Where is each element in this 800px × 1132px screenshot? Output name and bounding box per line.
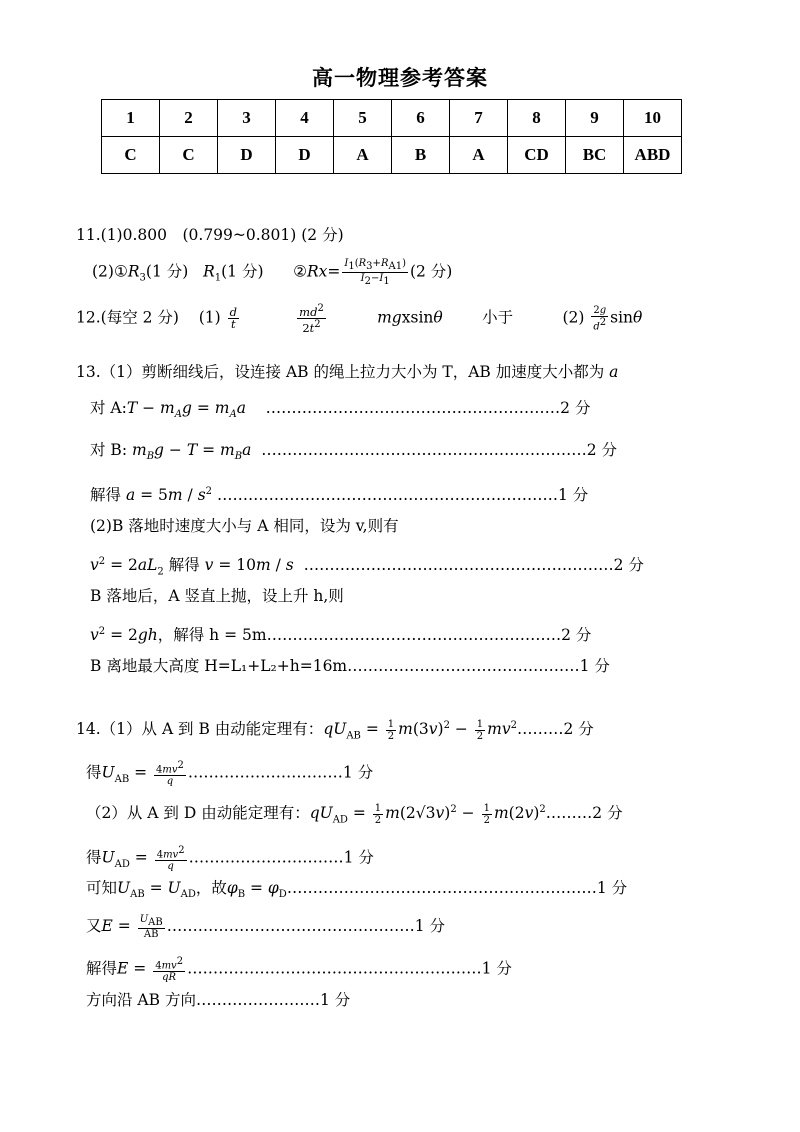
q13-line-8: $v^2 = 2gh$，解得 h = 5m…………………………………………………2 分 bbox=[90, 626, 592, 645]
question-number: 8 bbox=[508, 100, 566, 137]
q14-score: ………2 分 bbox=[517, 720, 594, 739]
q13-line-7: B 落地后，A 竖直上抛，设上升 h,则 bbox=[90, 587, 344, 605]
answer-cell: D bbox=[276, 137, 334, 174]
answer-table-header-row bbox=[102, 100, 682, 137]
q13-score: ……………………………………………………2 分 bbox=[303, 556, 644, 575]
q12-part2: (2) bbox=[562, 308, 585, 327]
q13-label-solve: 解得 bbox=[168, 556, 200, 575]
question-number: 1 bbox=[102, 100, 160, 137]
q14-label-get: 得 bbox=[86, 763, 102, 782]
q11-part2-label: (2)① bbox=[92, 262, 128, 281]
q13-line-5: (2)B 落地时速度大小与 A 相同，设为 v,则有 bbox=[90, 517, 399, 535]
answer-table bbox=[101, 99, 682, 174]
q13-label-a: 对 A: bbox=[90, 399, 127, 417]
rx-fraction: $\frac{I_1(R_3+R_{A1})}{I_2-I_1}$ bbox=[344, 258, 406, 287]
q11-score: (1 分) bbox=[221, 262, 264, 281]
answer-table-answer-row bbox=[102, 137, 682, 174]
question-number: 10 bbox=[624, 100, 682, 137]
page-title: 高一物理参考答案 bbox=[312, 66, 488, 90]
q14-line-6: 又E = $\frac{U_{AB}}{AB}$ …………………………………………1 分 bbox=[86, 914, 445, 940]
q14-part2-intro: （2）从 A 到 D 由动能定理有： bbox=[86, 804, 310, 823]
q13-score: ………………………………………1 分 bbox=[347, 657, 610, 675]
q14-score: …………………………………………1 分 bbox=[166, 917, 445, 935]
q11-line-1: 11.(1)0.800 (0.799~0.801) (2 分) bbox=[76, 226, 344, 244]
q14-label-also: 又 bbox=[86, 917, 102, 935]
q14-score: ……………………………………………………1 分 bbox=[286, 879, 628, 897]
question-number: 6 bbox=[392, 100, 450, 137]
formula-d-over-t: $\frac{d}{t}$ bbox=[229, 304, 237, 331]
question-number: 5 bbox=[334, 100, 392, 137]
answer-cell: D bbox=[218, 137, 276, 174]
question-number: 4 bbox=[276, 100, 334, 137]
answer-cell: C bbox=[160, 137, 218, 174]
q12-less-than: 小于 bbox=[482, 308, 514, 327]
q13-max-height: B 离地最大高度 H=L₁+L₂+h=16m bbox=[90, 657, 348, 675]
q13-line-3: 对 B: $m_Bg - T = m_Ba$ ………………………………………………………2 分 bbox=[90, 441, 617, 463]
q14-part1-intro: 14.（1）从 A 到 B 由动能定理有： bbox=[76, 720, 324, 739]
q14-label-solve: 解得 bbox=[86, 959, 118, 978]
q14-line-1: 14.（1）从 A 到 B 由动能定理有：$qU_{AB}$ = $\frac{1}{2}$ $m(3v)^2$ − $\frac{1}{2}$ $mv^2\dots\dots\dots 2$ 分 bbox=[76, 718, 594, 742]
q14-score: …………………………………………………1 分 bbox=[187, 959, 512, 978]
q11-score: (2 分) bbox=[409, 262, 453, 281]
answer-cell: BC bbox=[566, 137, 624, 174]
question-number: 3 bbox=[218, 100, 276, 137]
q11-score: (1 分) bbox=[145, 262, 189, 281]
formula-md2-over-2t2: $\frac{md^2}{2t^2}$ bbox=[299, 303, 324, 335]
q13-line-2: 对 A:T − $m_Ag = m_Aa$ …………………………………………………2 分 bbox=[90, 399, 591, 421]
q12-part1: (1) bbox=[198, 308, 221, 327]
formula-2g-over-d2: $\frac{2g}{d^2}$ bbox=[593, 304, 607, 332]
answer-cell: C bbox=[102, 137, 160, 174]
q12-prefix: 12.(每空 2 分) bbox=[76, 308, 179, 327]
answer-cell: CD bbox=[508, 137, 566, 174]
q14-label-get: 得 bbox=[86, 848, 102, 867]
q14-score: ……………………1 分 bbox=[195, 991, 351, 1009]
q13-label-b: 对 B: bbox=[90, 441, 128, 459]
q11-circle-2: ② bbox=[293, 262, 307, 281]
q14-line-4: 得$U_{AD}$ = $\frac{4mv^2}{q}$ …………………………1 分 bbox=[86, 845, 374, 873]
q14-line-8 bbox=[86, 990, 350, 1010]
q13-h-result: ，解得 h = 5m bbox=[157, 626, 267, 645]
q13-line-6: $v^2 = 2aL_2$ 解得 v = 10m / s ……………………………………………………2 分 bbox=[90, 556, 644, 578]
q13-score: ………………………………………………………2 分 bbox=[261, 441, 617, 459]
q14-line-2: 得$U_{AB}$ = $\frac{4mv^2}{q}$ …………………………1 分 bbox=[86, 760, 374, 788]
q13-label-solve: 解得 bbox=[90, 486, 122, 505]
answer-cell: A bbox=[450, 137, 508, 174]
q13-score: …………………………………………………2 分 bbox=[266, 626, 592, 645]
q14-score: …………………………1 分 bbox=[187, 763, 374, 782]
q14-direction: 方向沿 AB 方向 bbox=[86, 991, 196, 1009]
question-number: 9 bbox=[566, 100, 624, 137]
q14-line-3: （2）从 A 到 D 由动能定理有：$qU_{AD}$ = $\frac{1}{2}$ $m(2√3v)^2$ − $\frac{1}{2}$ $m(2v)^2\dots\dots\dots 2$ 分 bbox=[86, 802, 623, 826]
q14-label-so: ，故 bbox=[195, 879, 227, 897]
q14-line-5: 可知$U_{AB} = U_{AD}$，故$\varphi_B$ = $\varphi_D\dots\dots\dots\dots\dots\dots\dots\dots\dots\dots\dots\dots\dots\dots\dots\dots\dots\dots\dots\dots 1$ 分 bbox=[86, 879, 628, 901]
q14-line-7: 解得E = $\frac{4mv^2}{qR}$ …………………………………………………1 分 bbox=[86, 956, 512, 984]
question-number: 2 bbox=[160, 100, 218, 137]
answer-cell: ABD bbox=[624, 137, 682, 174]
q13-score: …………………………………………………………1 分 bbox=[216, 486, 589, 505]
q14-score: ………2 分 bbox=[545, 804, 623, 823]
q14-label-known: 可知 bbox=[86, 879, 118, 897]
q13-score: …………………………………………………2 分 bbox=[265, 399, 591, 417]
answer-cell: A bbox=[334, 137, 392, 174]
q13-line-4: 解得 $a = 5m / s^2$ …………………………………………………………1 分 bbox=[90, 486, 589, 505]
q14-score: …………………………1 分 bbox=[188, 848, 374, 867]
q13-line-1: 13.（1）剪断细线后，设连接 AB 的绳上拉力大小为 T，AB 加速度大小都为 a bbox=[76, 363, 619, 381]
q12-line: 12.(每空 2 分) (1) $\frac{d}{t}$ $\frac{md^2}{2t^2}$ mgxsinθ 小于 (2) $\frac{2g}{d^2}$ sinθ bbox=[76, 303, 643, 335]
q11-line-2: $(2)①R_3(1$ 分) $R_1(1$ 分) ②Rx= $\frac{I_1(R_3+R_{A1})}{I_2-I_1}$ (2 分) bbox=[92, 258, 453, 287]
question-number: 7 bbox=[450, 100, 508, 137]
answer-cell: B bbox=[392, 137, 450, 174]
q13-intro: 13.（1）剪断细线后，设连接 AB 的绳上拉力大小为 T，AB 加速度大小都为 bbox=[76, 363, 605, 381]
q13-line-9 bbox=[90, 656, 610, 676]
